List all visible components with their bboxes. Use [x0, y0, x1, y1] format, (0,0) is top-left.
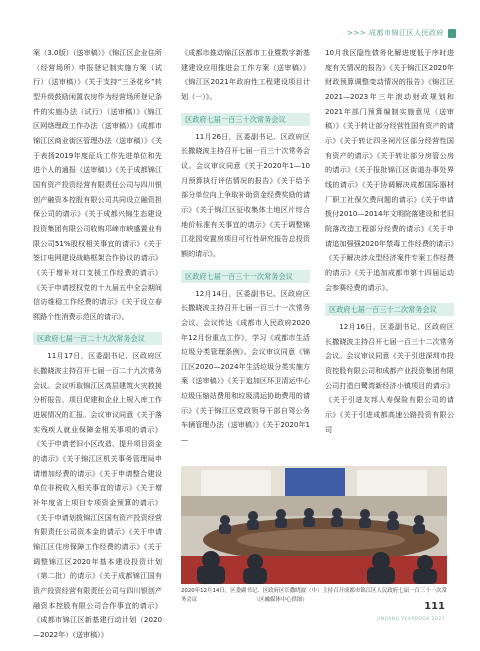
- running-header: [347, 26, 456, 40]
- paragraph: 12月14日，区委副书记、区政府区长撒晓波主持召开七届一百三十一次常务会议。会议传达《成都市人民政府2020年12月份重点工作》，学习《成都市生活垃圾分类管理条例》。会议审议同意《锦江区2020—2024年生活垃圾分类实施方案（送审稿）》《关于追加区环卫清运中心垃圾压缩站费用和垃圾清运协助费用的请示》《关于锦江区党政领导干部自驾公务车辆管理办法（送审稿）》《关于2020年1—: [181, 288, 310, 445]
- text-column-1: [33, 46, 162, 643]
- paragraph: 11月17日，区委副书记、区政府区长撒晓波主持召开七届一百二十九次常务会议。会议听取锦江区高层建筑火灾救援分析报告、项目促建和企业上规入库工作进展情况的汇报。会议审议同意《关于落实残疾人就业保障金相关事项的请示》《关于申请老旧小区改造、提升项目资金的请示》《关于锦江区机关事务管理局申请增加经费的请示》《关于申请整合建设单位非税收入相关事宜的请示》《关于增补年度省上项目专项资金预算的请示》《关于申请划拨锦江区国有资产投资经营有限责任公司资本金的请示》《关于申请锦江区住房保障工作经费的请示》《关于调整锦江区2020年基本建设投资计划（第二批）的请示》《关于成都锦江国有资产投资经营有限责任公司与四川银创产融资本控股有限公司合作事宜的请示》《成都市锦江区新基建行动计划（2020—2022年）（送审稿）》: [33, 351, 162, 639]
- paragraph: 《成都市推动锦江区都市工业暨数字新基建建设应用推进会工作方案（送审稿）》《锦江区2021年政府性工程建设项目计划（一）》。: [181, 48, 310, 101]
- paragraph: 12月16日，区委副书记、区政府区长撒晓波主持召开七届一百三十二次常务会议。会议审议同意《关于引进深圳市投资控股有限公司和成都产业投资集团有限公司打造白鹭湾新经济小镇项目的请示》《关于引进友邦人寿保险有限公司的请示》《关于引进成都高速公路投资有限公司: [325, 322, 454, 434]
- meeting-photo: [181, 466, 447, 584]
- running-header-title: >>> 成都市锦江区人民政府: [347, 29, 444, 37]
- page-number: 111: [424, 601, 445, 612]
- paragraph: 11月26日，区委副书记、区政府区长撒晓波主持召开七届一百三十次常务会议。会议审议同意《关于2020年1—10月预算执行评估情况的报告》《关于给予部分单位向上争取补助资金经费奖励的请示》《关于锦江区征收集体土地区片综合地价标准有关事宜的请示》《关于调整锦江花园安置房项目可行性研究报告总投资额的请示》。: [181, 131, 310, 258]
- section-heading: 区政府七届一百三十次常务会议: [181, 113, 310, 126]
- section-heading: 区政府七届一百三十二次常务会议: [325, 303, 454, 316]
- journal-name: JINJIANG YEARBOOK 2021: [377, 617, 445, 622]
- paragraph: 10月我区隐性债务化解进度低于序时进度有关情况的报告》《关于锦江区2020年财政预算调整变动情况的报告》《锦江区2021—2023年三年滚动财政规划和2021年部门预算编制实施意见（送审稿）》《关于转让部分经营性国有资产的请示》《关于转让四圣祠片区部分经营性国有资产的请示》《关于转让部分房管公房的请示》《关于报批锦江区街道办事处界线的请示》《关于协调解决成都国际器材厂职工社保欠费问题的请示》《关于申请拨付2010—2014年文明院落建设和老旧院落改造工程部分经费的请示》《关于申请追加强强2020年禁毒工作经费的请示》《关于解决涉众型经济案件专案工作经费的请示》《关于追加成都市第十四届运动会参赛经费的请示》。: [325, 48, 454, 292]
- text-column-2: [181, 46, 310, 448]
- photo-caption: 2020年12月14日，区委副书记、区政府区长撒晓波（中）主持召开成都市锦江区人民政府七届一百三十一次常务会议 （区融媒体中心供图）: [181, 588, 447, 603]
- text-column-3: [325, 46, 454, 437]
- meeting-photo-image: [181, 466, 447, 584]
- paragraph: 案（3.0版）（送审稿）》《锦江区企业住所（经营场所）申报登记制实施方案（试行）（送审稿）》《关于支持“三圣花乡”转型升级鼓励闲置农房作为经营场所登记条件的实施办法（试行）（送审稿）》《锦江区网络理政工作办法（送审稿）》《成都市锦江区商业街区管理办法（送审稿）》《关于表扬2019年度征兵工作先进单位和先进个人的通报（送审稿）》《关于成都锦江国有资产投资经营有限责任公司与四川银创产融资本控股有限公司共同设立融资担保公司的请示》《关于成都兴锦生态建设投资集团有限公司收购邛崃市峡盛置业有限公司51%股权相关事宜的请示》《关于签订电网建设战略框架合作协议的请示》《关于增补对口支援工作经费的请示》《关于申请授权党的十九届五中全会期间信访维稳工作经费的请示》《关于设立春熙路个性消费示范区的请示》。: [33, 48, 162, 321]
- header-square-icon: [448, 29, 456, 38]
- section-heading: 区政府七届一百三十一次常务会议: [181, 270, 310, 283]
- section-heading: 区政府七届一百二十九次常务会议: [33, 332, 162, 345]
